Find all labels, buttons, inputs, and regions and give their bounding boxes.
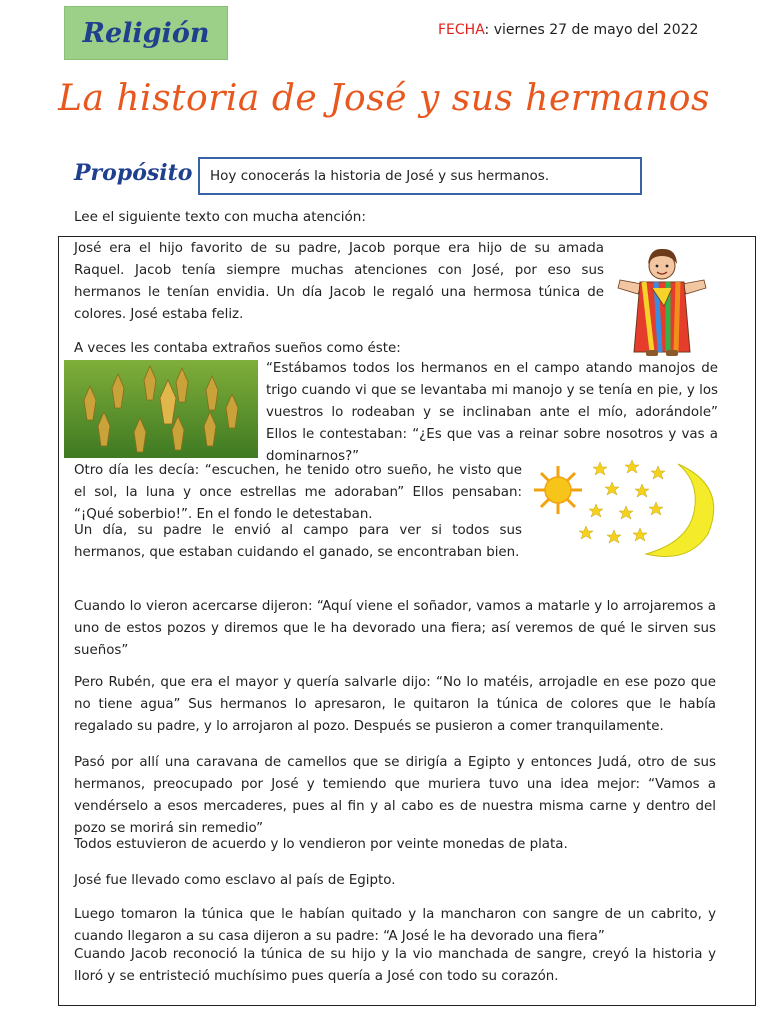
story-paragraph-12: Cuando Jacob reconoció la túnica de su hijo y la vio manchada de sangre, creyó la historia y lloró y se entristeció muchísimo pues quería a José con todo su corazón. xyxy=(74,947,716,984)
story-paragraph-9: Todos estuvieron de acuerdo y lo vendieron por veinte monedas de plata. xyxy=(74,837,568,852)
wheat-sheaves-image xyxy=(64,360,258,458)
story-paragraph-5: Un día, su padre le envió al campo para ver si todos sus hermanos, que estaban cuidando el ganado, se encontraban bien. xyxy=(74,523,522,560)
story-paragraph-10: José fue llevado como esclavo al país de Egipto. xyxy=(74,873,396,888)
date-label: FECHA xyxy=(438,22,485,38)
sun-moon-stars-image xyxy=(528,456,722,564)
subject-badge xyxy=(64,6,228,60)
sun-icon xyxy=(534,466,582,514)
page-title: La historia de José y sus hermanos xyxy=(58,78,710,119)
story-paragraph-2: A veces les contaba extraños sueños como éste: xyxy=(74,341,401,356)
purpose-text: Hoy conocerás la historia de José y sus hermanos. xyxy=(210,168,550,184)
stars-group xyxy=(579,460,665,543)
story-paragraph-1: José era el hijo favorito de su padre, Jacob porque era hijo de su amada Raquel. Jacob tenía siempre muchas atenciones con José, por eso sus hermanos le tenían envidia. Un día Jacob le regaló una hermosa túnica de colores. José estaba feliz. xyxy=(74,241,604,322)
story-paragraph-7: Pero Rubén, que era el mayor y quería salvarle dijo: “No lo matéis, arrojadle en ese pozo que no tiene agua” Sus hermanos lo apresaron, le quitaron la túnica de colores que le había regalado su padre, y lo arrojaron al pozo. Después se pusieron a comer tranquilamente. xyxy=(74,675,716,734)
subject-label: Religión xyxy=(82,17,210,49)
date-line xyxy=(438,22,698,38)
story-paragraph-8: Pasó por allí una caravana de camellos que se dirigía a Egipto y entonces Judá, otro de sus hermanos, preocupado por José y temiendo que muriera tuvo una idea mejor: “Vamos a vendérselo a esos mercaderes, pues al fin y al cabo es de nuestra misma carne y dentro del pozo se morirá sin remedio” xyxy=(74,755,716,836)
purpose-label: Propósito xyxy=(74,160,193,186)
purpose-box xyxy=(198,157,642,195)
instruction-text: Lee el siguiente texto con mucha atención: xyxy=(74,209,366,225)
story-paragraph-3: “Estábamos todos los hermanos en el campo atando manojos de trigo cuando vi que se levantaba mi manojo y se tenía en pie, y los vuestros lo rodeaban y se inclinaban ante el mío, adorándole” Ellos le contestaban: “¿Es que vas a reinar sobre nosotros y vas a dominarnos?” xyxy=(266,361,718,464)
story-paragraph-11: Luego tomaron la túnica que le habían quitado y la mancharon con sangre de un cabrito, y cuando llegaron a su casa dijeron a su padre: “A José le ha devorado una fiera” xyxy=(74,907,716,944)
story-paragraph-4: Otro día les decía: “escuchen, he tenido otro sueño, he visto que el sol, la luna y once estrellas me adoraban” Ellos pensaban: “¡Qué soberbio!”. En el fondo le detestaban. xyxy=(74,463,522,522)
jose-illustration xyxy=(612,240,712,360)
date-value: : viernes 27 de mayo del 2022 xyxy=(484,22,699,38)
story-paragraph-6: Cuando lo vieron acercarse dijeron: “Aquí viene el soñador, vamos a matarle y lo arrojaremos a uno de estos pozos y diremos que le ha devorado una fiera; así veremos de qué le sirven sus sueños” xyxy=(74,599,716,658)
